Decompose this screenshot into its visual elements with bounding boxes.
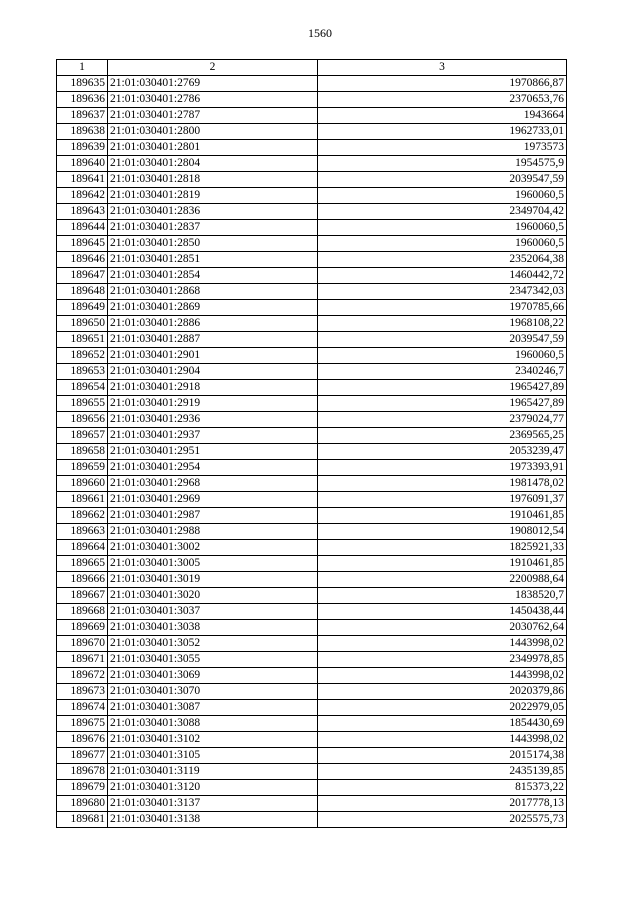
- cadastral-number-cell: 21:01:030401:3120: [108, 780, 318, 796]
- cadastral-number-cell: 21:01:030401:3105: [108, 748, 318, 764]
- cadastral-value-cell: 2020379,86: [318, 684, 567, 700]
- cadastral-value-cell: 2017778,13: [318, 796, 567, 812]
- cadastral-number-cell: 21:01:030401:3052: [108, 636, 318, 652]
- cadastral-number-cell: 21:01:030401:3005: [108, 556, 318, 572]
- table-row: [57, 732, 567, 748]
- cadastral-value-cell: 1970866,87: [318, 76, 567, 92]
- cadastral-number-cell: 21:01:030401:3002: [108, 540, 318, 556]
- table-row: [57, 796, 567, 812]
- cadastral-number-cell: 21:01:030401:2854: [108, 268, 318, 284]
- cadastral-number-cell: 21:01:030401:2988: [108, 524, 318, 540]
- row-number-cell: 189656: [57, 412, 108, 428]
- cadastral-number-cell: 21:01:030401:3055: [108, 652, 318, 668]
- cadastral-number-cell: 21:01:030401:2937: [108, 428, 318, 444]
- cadastral-value-cell: 2025575,73: [318, 812, 567, 828]
- row-number-cell: 189638: [57, 124, 108, 140]
- cadastral-number-cell: 21:01:030401:2969: [108, 492, 318, 508]
- row-number-cell: 189661: [57, 492, 108, 508]
- cadastral-value-cell: 2347342,03: [318, 284, 567, 300]
- row-number-cell: 189651: [57, 332, 108, 348]
- cadastral-value-cell: 2369565,25: [318, 428, 567, 444]
- row-number-cell: 189647: [57, 268, 108, 284]
- cadastral-value-cell: 2370653,76: [318, 92, 567, 108]
- cadastral-value-cell: 2039547,59: [318, 332, 567, 348]
- cadastral-number-cell: 21:01:030401:2901: [108, 348, 318, 364]
- row-number-cell: 189675: [57, 716, 108, 732]
- column-header-2: 2: [108, 60, 318, 76]
- row-number-cell: 189659: [57, 460, 108, 476]
- table-row: [57, 588, 567, 604]
- cadastral-value-cell: 1960060,5: [318, 188, 567, 204]
- cadastral-number-cell: 21:01:030401:2786: [108, 92, 318, 108]
- table-row: [57, 764, 567, 780]
- cadastral-number-cell: 21:01:030401:2987: [108, 508, 318, 524]
- cadastral-number-cell: 21:01:030401:3102: [108, 732, 318, 748]
- table-row: [57, 268, 567, 284]
- cadastral-number-cell: 21:01:030401:3037: [108, 604, 318, 620]
- table-row: [57, 620, 567, 636]
- cadastral-value-cell: 2015174,38: [318, 748, 567, 764]
- table-row: [57, 428, 567, 444]
- cadastral-number-cell: 21:01:030401:2886: [108, 316, 318, 332]
- cadastral-number-cell: 21:01:030401:3138: [108, 812, 318, 828]
- cadastral-value-cell: 1981478,02: [318, 476, 567, 492]
- cadastral-value-cell: 2039547,59: [318, 172, 567, 188]
- cadastral-number-cell: 21:01:030401:3038: [108, 620, 318, 636]
- table-row: [57, 412, 567, 428]
- cadastral-number-cell: 21:01:030401:3070: [108, 684, 318, 700]
- row-number-cell: 189657: [57, 428, 108, 444]
- cadastral-value-cell: 1450438,44: [318, 604, 567, 620]
- cadastral-value-cell: 1443998,02: [318, 732, 567, 748]
- table-row: [57, 460, 567, 476]
- table-row: [57, 316, 567, 332]
- row-number-cell: 189644: [57, 220, 108, 236]
- cadastral-number-cell: 21:01:030401:2819: [108, 188, 318, 204]
- row-number-cell: 189639: [57, 140, 108, 156]
- row-number-cell: 189648: [57, 284, 108, 300]
- cadastral-value-cell: 1960060,5: [318, 220, 567, 236]
- table-row: [57, 524, 567, 540]
- row-number-cell: 189649: [57, 300, 108, 316]
- header-row: [57, 60, 567, 76]
- cadastral-value-cell: 2030762,64: [318, 620, 567, 636]
- cadastral-number-cell: 21:01:030401:3020: [108, 588, 318, 604]
- row-number-cell: 189678: [57, 764, 108, 780]
- cadastral-value-cell: 2349978,85: [318, 652, 567, 668]
- row-number-cell: 189668: [57, 604, 108, 620]
- row-number-cell: 189672: [57, 668, 108, 684]
- row-number-cell: 189674: [57, 700, 108, 716]
- table-row: [57, 348, 567, 364]
- cadastral-number-cell: 21:01:030401:2769: [108, 76, 318, 92]
- table-row: [57, 476, 567, 492]
- row-number-cell: 189641: [57, 172, 108, 188]
- row-number-cell: 189679: [57, 780, 108, 796]
- cadastral-value-cell: 815373,22: [318, 780, 567, 796]
- cadastral-value-cell: 1965427,89: [318, 396, 567, 412]
- cadastral-number-cell: 21:01:030401:2968: [108, 476, 318, 492]
- table-row: [57, 236, 567, 252]
- table-row: [57, 652, 567, 668]
- table-row: [57, 812, 567, 828]
- cadastral-number-cell: 21:01:030401:2868: [108, 284, 318, 300]
- cadastral-number-cell: 21:01:030401:2918: [108, 380, 318, 396]
- table-row: [57, 380, 567, 396]
- table-row: [57, 156, 567, 172]
- row-number-cell: 189664: [57, 540, 108, 556]
- table-row: [57, 140, 567, 156]
- cadastral-number-cell: 21:01:030401:2851: [108, 252, 318, 268]
- row-number-cell: 189670: [57, 636, 108, 652]
- cadastral-value-cell: 1825921,33: [318, 540, 567, 556]
- cadastral-number-cell: 21:01:030401:2869: [108, 300, 318, 316]
- table-row: [57, 364, 567, 380]
- table-row: [57, 748, 567, 764]
- cadastral-value-cell: 1443998,02: [318, 636, 567, 652]
- row-number-cell: 189655: [57, 396, 108, 412]
- cadastral-value-cell: 1943664: [318, 108, 567, 124]
- cadastral-value-cell: 1838520,7: [318, 588, 567, 604]
- row-number-cell: 189640: [57, 156, 108, 172]
- cadastral-number-cell: 21:01:030401:2836: [108, 204, 318, 220]
- cadastral-value-cell: 1910461,85: [318, 556, 567, 572]
- table-row: [57, 204, 567, 220]
- table-row: [57, 124, 567, 140]
- cadastral-number-cell: 21:01:030401:2887: [108, 332, 318, 348]
- table-row: [57, 108, 567, 124]
- table-row: [57, 92, 567, 108]
- row-number-cell: 189654: [57, 380, 108, 396]
- row-number-cell: 189645: [57, 236, 108, 252]
- row-number-cell: 189665: [57, 556, 108, 572]
- table-row: [57, 668, 567, 684]
- cadastral-number-cell: 21:01:030401:2801: [108, 140, 318, 156]
- table-row: [57, 300, 567, 316]
- table-row: [57, 556, 567, 572]
- cadastral-number-cell: 21:01:030401:2904: [108, 364, 318, 380]
- row-number-cell: 189669: [57, 620, 108, 636]
- row-number-cell: 189643: [57, 204, 108, 220]
- table-row: [57, 508, 567, 524]
- row-number-cell: 189636: [57, 92, 108, 108]
- cadastral-value-cell: 1908012,54: [318, 524, 567, 540]
- column-header-1: 1: [57, 60, 108, 76]
- row-number-cell: 189635: [57, 76, 108, 92]
- cadastral-value-cell: 1910461,85: [318, 508, 567, 524]
- cadastral-value-cell: 1960060,5: [318, 348, 567, 364]
- cadastral-number-cell: 21:01:030401:2837: [108, 220, 318, 236]
- row-number-cell: 189667: [57, 588, 108, 604]
- cadastral-number-cell: 21:01:030401:2850: [108, 236, 318, 252]
- table-row: [57, 396, 567, 412]
- row-number-cell: 189680: [57, 796, 108, 812]
- row-number-cell: 189642: [57, 188, 108, 204]
- cadastral-value-cell: 1973393,91: [318, 460, 567, 476]
- row-number-cell: 189676: [57, 732, 108, 748]
- cadastral-value-cell: 2352064,38: [318, 252, 567, 268]
- table-body: [57, 76, 567, 828]
- cadastral-value-cell: 1443998,02: [318, 668, 567, 684]
- table-row: [57, 444, 567, 460]
- cadastral-value-cell: 1973573: [318, 140, 567, 156]
- cadastral-value-cell: 2435139,85: [318, 764, 567, 780]
- row-number-cell: 189653: [57, 364, 108, 380]
- table-row: [57, 76, 567, 92]
- cadastral-number-cell: 21:01:030401:2787: [108, 108, 318, 124]
- cadastral-value-cell: 1965427,89: [318, 380, 567, 396]
- row-number-cell: 189677: [57, 748, 108, 764]
- table-row: [57, 188, 567, 204]
- row-number-cell: 189673: [57, 684, 108, 700]
- table-row: [57, 540, 567, 556]
- cadastral-value-cell: 2053239,47: [318, 444, 567, 460]
- cadastral-number-cell: 21:01:030401:2800: [108, 124, 318, 140]
- cadastral-value-cell: 1968108,22: [318, 316, 567, 332]
- table-row: [57, 604, 567, 620]
- table-row: [57, 332, 567, 348]
- row-number-cell: 189658: [57, 444, 108, 460]
- cadastral-value-cell: 1960060,5: [318, 236, 567, 252]
- row-number-cell: 189637: [57, 108, 108, 124]
- cadastral-value-cell: 1970785,66: [318, 300, 567, 316]
- cadastral-number-cell: 21:01:030401:3069: [108, 668, 318, 684]
- table-row: [57, 572, 567, 588]
- cadastral-number-cell: 21:01:030401:2936: [108, 412, 318, 428]
- cadastral-number-cell: 21:01:030401:2919: [108, 396, 318, 412]
- cadastral-value-cell: 1976091,37: [318, 492, 567, 508]
- table-row: [57, 220, 567, 236]
- cadastral-number-cell: 21:01:030401:3137: [108, 796, 318, 812]
- row-number-cell: 189662: [57, 508, 108, 524]
- cadastral-number-cell: 21:01:030401:2818: [108, 172, 318, 188]
- cadastral-value-cell: 2379024,77: [318, 412, 567, 428]
- cadastral-number-cell: 21:01:030401:2954: [108, 460, 318, 476]
- table-row: [57, 172, 567, 188]
- cadastral-value-cell: 2340246,7: [318, 364, 567, 380]
- cadastral-value-cell: 1962733,01: [318, 124, 567, 140]
- cadastral-number-cell: 21:01:030401:3088: [108, 716, 318, 732]
- row-number-cell: 189660: [57, 476, 108, 492]
- row-number-cell: 189663: [57, 524, 108, 540]
- table-row: [57, 780, 567, 796]
- cadastral-number-cell: 21:01:030401:3019: [108, 572, 318, 588]
- cadastral-value-cell: 1854430,69: [318, 716, 567, 732]
- cadastral-number-cell: 21:01:030401:2804: [108, 156, 318, 172]
- row-number-cell: 189666: [57, 572, 108, 588]
- cadastral-number-cell: 21:01:030401:3087: [108, 700, 318, 716]
- row-number-cell: 189650: [57, 316, 108, 332]
- cadastral-value-cell: 1460442,72: [318, 268, 567, 284]
- row-number-cell: 189652: [57, 348, 108, 364]
- cadastral-number-cell: 21:01:030401:3119: [108, 764, 318, 780]
- cadastral-value-cell: 2349704,42: [318, 204, 567, 220]
- row-number-cell: 189671: [57, 652, 108, 668]
- row-number-cell: 189646: [57, 252, 108, 268]
- table-row: [57, 492, 567, 508]
- cadastral-value-cell: 2200988,64: [318, 572, 567, 588]
- table-row: [57, 716, 567, 732]
- table-row: [57, 636, 567, 652]
- table-row: [57, 252, 567, 268]
- table-row: [57, 684, 567, 700]
- column-header-3: 3: [318, 60, 567, 76]
- cadastral-value-table: [56, 59, 567, 828]
- table-row: [57, 700, 567, 716]
- page-number: 1560: [308, 26, 332, 40]
- table-row: [57, 284, 567, 300]
- cadastral-number-cell: 21:01:030401:2951: [108, 444, 318, 460]
- cadastral-value-cell: 2022979,05: [318, 700, 567, 716]
- cadastral-value-cell: 1954575,9: [318, 156, 567, 172]
- row-number-cell: 189681: [57, 812, 108, 828]
